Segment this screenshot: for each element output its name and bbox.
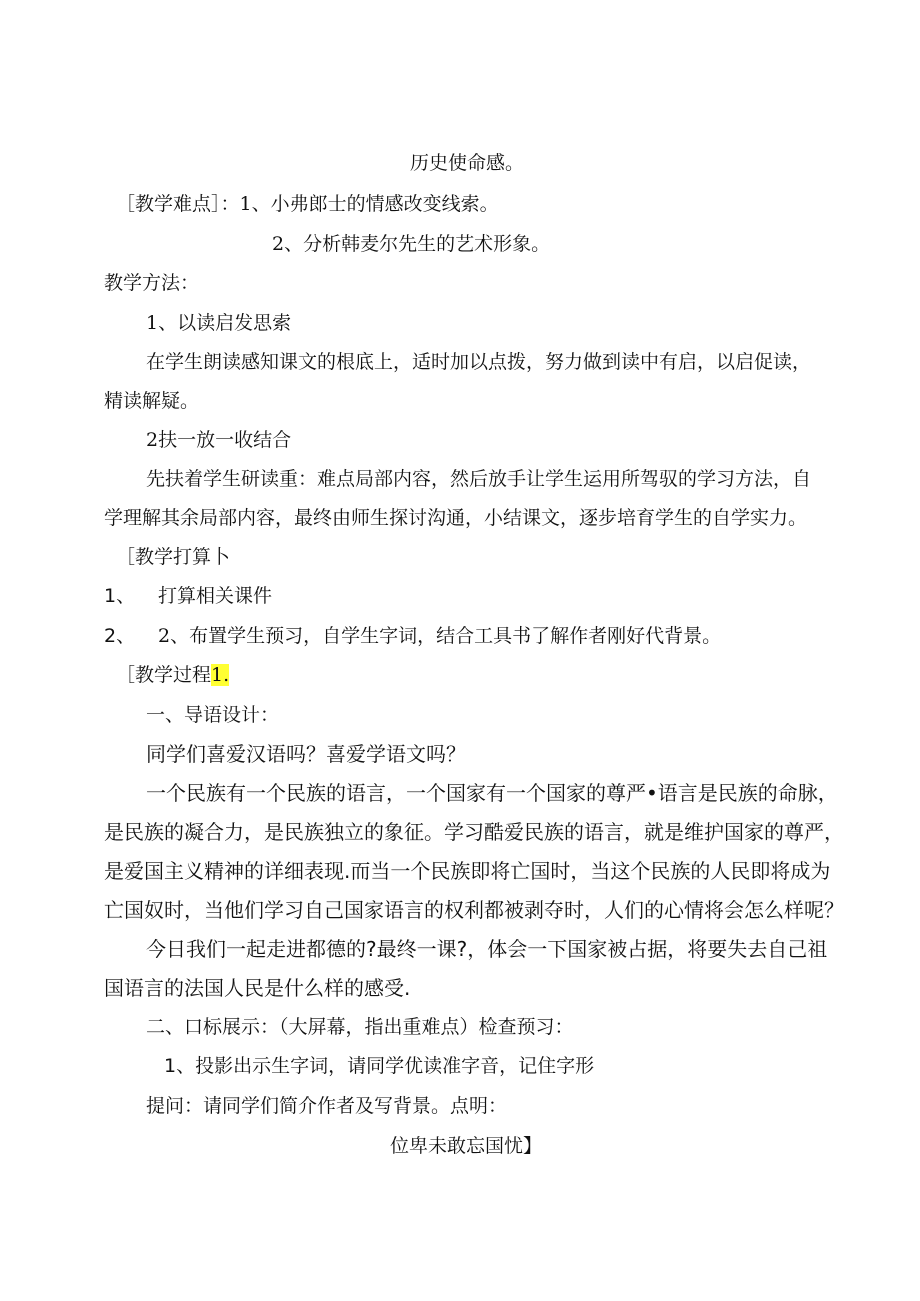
text-line: 2扶一放一收结合 bbox=[146, 429, 292, 451]
text-span: 1、投影 bbox=[164, 1055, 234, 1077]
text-line: 二、口标展示：（大屏幕，指出重难点）检查预习： bbox=[146, 1016, 574, 1038]
text-line: 亡国奴时，当他们学习自己国家语言的权利都被剥夺时，人们的心情将会怎么样呢？ bbox=[104, 898, 844, 922]
text-line: 先扶着学生研读重：难点局部内容，然后放手让学生运用所驾驭的学习方法，自 bbox=[146, 468, 812, 490]
list-item: 打算相关课件 bbox=[158, 585, 273, 607]
text-line: 1、以读启发思索 bbox=[146, 312, 292, 334]
text-line bbox=[116, 189, 499, 219]
text-line: 位卑未敢忘国忧】 bbox=[390, 1135, 543, 1157]
section-heading: ［教学难点］ bbox=[116, 193, 221, 215]
text-line: 精读解疑。 bbox=[104, 390, 200, 412]
text-line: 是民族的凝合力，是民族独立的象征。学习酷爱民族的语言，就是维护国家的尊严， bbox=[104, 820, 844, 844]
text-line bbox=[164, 1051, 594, 1081]
list-item: 2、布置学生预习，自学生字词，结合工具书了解作者刚好代背景。 bbox=[158, 625, 722, 647]
text-line: 在学生朗读感知课文的根底上，适时加以点拨，努力做到读中有启，以启促读， bbox=[146, 351, 812, 373]
text-line: 今日我们一起走进都德的?最终一课?，体会一下国家被占据，将要失去自己祖 bbox=[146, 937, 828, 961]
text-line: 一、导语设计： bbox=[146, 704, 280, 726]
text-line: 一个民族有一个民族的语言，一个国家有一个国家的尊严•语言是民族的命脉， bbox=[146, 781, 838, 805]
text-line: 历史使命感。 bbox=[410, 152, 525, 174]
text-line: 学理解其余局部内容，最终由师生探讨沟通，小结课文，逐步培育学生的自学实力。 bbox=[104, 507, 808, 529]
text-span: 出示生字词，请同学优 bbox=[233, 1055, 424, 1077]
list-number: 1、 bbox=[104, 585, 136, 607]
text-line: 2、分析韩麦尔先生的艺术形象。 bbox=[272, 233, 551, 255]
text-line: 同学们喜爱汉语吗？喜爱学语文吗？ bbox=[146, 742, 466, 766]
section-heading: 教学方法： bbox=[104, 272, 200, 294]
text-span: ：1、小弗郎士的情感改变线索。 bbox=[220, 193, 499, 215]
text-span: 读准字音，记住字形 bbox=[423, 1055, 595, 1077]
text-line: 是爱国主义精神的详细表现.而当一个民族即将亡国时，当这个民族的人民即将成为 bbox=[104, 859, 831, 883]
section-heading: ［教学打算卜 bbox=[116, 546, 231, 568]
highlighted-mark: 1. bbox=[211, 664, 230, 686]
text-line: 国语言的法国人民是什么样的感受. bbox=[104, 976, 411, 1000]
text-line bbox=[116, 660, 229, 690]
text-line: 提问：请同学们简介作者及写背景。点明： bbox=[146, 1095, 508, 1117]
list-number: 2、 bbox=[104, 625, 136, 647]
section-heading: ［教学过程 bbox=[116, 664, 212, 686]
